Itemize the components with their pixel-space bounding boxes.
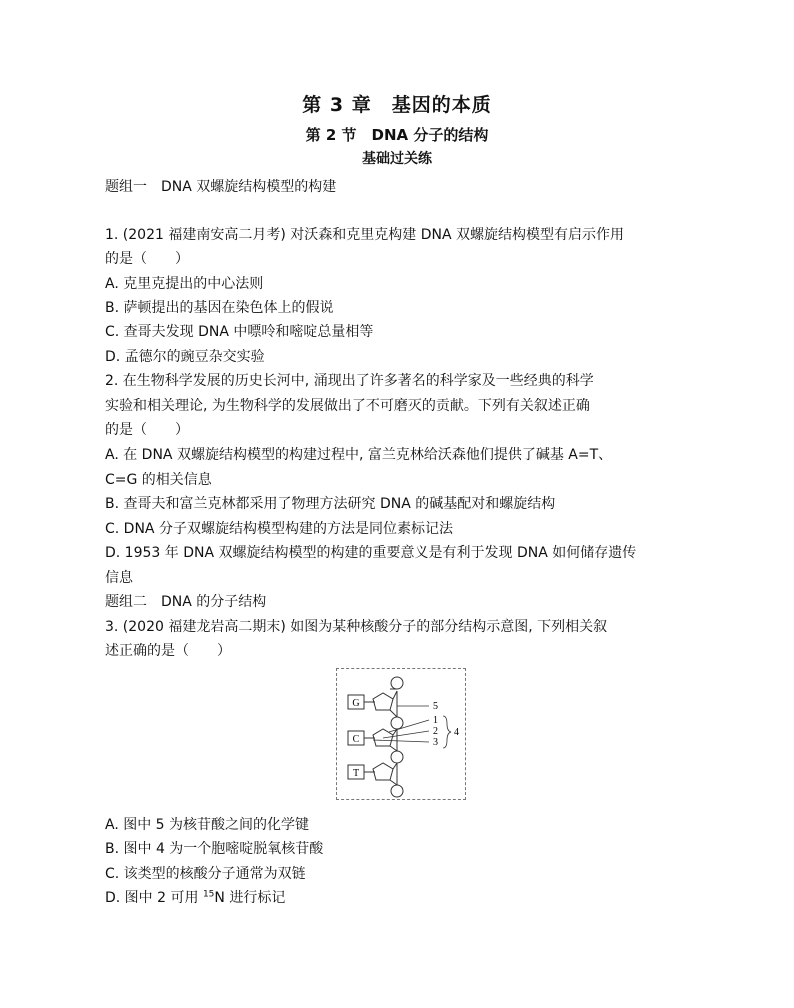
q3-option-d-prefix: D. 图中 2 可用 [105, 890, 203, 906]
chapter-title: 第 3 章 基因的本质 [302, 94, 492, 116]
nucleic-acid-structure-figure [336, 668, 466, 800]
q3-option-c: C. 该类型的核酸分子通常为双链 [105, 866, 306, 882]
phosphate-circle [391, 751, 403, 763]
q2-option-c: C. DNA 分子双螺旋结构模型构建的方法是同位素标记法 [105, 521, 453, 537]
base-label-c: C [352, 734, 360, 745]
nucleotide-chain-diagram [337, 669, 467, 801]
q3-stem-line1: 3. (2020 福建龙岩高二期末) 如图为某种核酸分子的部分结构示意图, 下列相关叙 [105, 619, 608, 635]
q1-option-b: B. 萨顿提出的基因在染色体上的假说 [105, 300, 334, 316]
q2-stem-line3: 的是（ ） [105, 422, 189, 438]
q1-option-d: D. 孟德尔的豌豆杂交实验 [105, 349, 265, 365]
figure-label-5: 5 [433, 701, 438, 712]
phosphate-circle [391, 717, 403, 729]
q2-option-a-line2: C=G 的相关信息 [105, 472, 212, 488]
group2-title: 题组二 DNA 的分子结构 [105, 594, 267, 610]
q1-stem-line1: 1. (2021 福建南安高二月考) 对沃森和克里克构建 DNA 双螺旋结构模型有启示作用 [105, 227, 624, 243]
phosphate-circle [391, 785, 403, 797]
q1-stem-line2: 的是（ ） [105, 251, 189, 267]
subsection-title: 基础过关练 [362, 151, 432, 167]
q3-option-d-isotope-superscript: 15 [202, 889, 215, 900]
q3-stem-line2: 述正确的是（ ） [105, 643, 231, 659]
q3-option-a: A. 图中 5 为核苷酸之间的化学键 [105, 817, 310, 833]
sugar-pentagon [373, 693, 393, 710]
q1-option-c: C. 查哥夫发现 DNA 中嘌呤和嘧啶总量相等 [105, 324, 374, 340]
q2-stem-line1: 2. 在生物科学发展的历史长河中, 涌现出了许多著名的科学家及一些经典的科学 [105, 373, 594, 389]
q2-option-d-line2: 信息 [105, 570, 133, 586]
phosphate-circle [391, 677, 403, 689]
q3-option-b: B. 图中 4 为一个胞嘧啶脱氧核苷酸 [105, 841, 324, 857]
figure-label-2: 2 [433, 726, 438, 737]
q2-option-b: B. 查哥夫和富兰克林都采用了物理方法研究 DNA 的碱基配对和螺旋结构 [105, 496, 556, 512]
q2-option-d-line1: D. 1953 年 DNA 双螺旋结构模型的构建的重要意义是有利于发现 DNA 如何储存遗传 [105, 545, 637, 561]
sugar-pentagon [373, 763, 393, 780]
figure-label-4: 4 [454, 727, 459, 738]
group1-title: 题组一 DNA 双螺旋结构模型的构建 [105, 179, 337, 195]
base-label-g: G [352, 698, 360, 709]
q1-option-a: A. 克里克提出的中心法则 [105, 276, 264, 292]
q3-option-d [105, 887, 285, 907]
figure-label-3: 3 [433, 737, 438, 748]
q2-option-a-line1: A. 在 DNA 双螺旋结构模型的构建过程中, 富兰克林给沃森他们提供了碱基 A=T、 [105, 447, 613, 463]
q3-option-d-suffix: N 进行标记 [214, 890, 286, 906]
q2-stem-line2: 实验和相关理论, 为生物科学的发展做出了不可磨灭的贡献。下列有关叙述正确 [105, 398, 590, 414]
figure-label-1: 1 [433, 715, 438, 726]
section-title: 第 2 节 DNA 分子的结构 [305, 126, 489, 144]
figure-brace [443, 716, 451, 748]
base-label-t: T [352, 768, 360, 779]
